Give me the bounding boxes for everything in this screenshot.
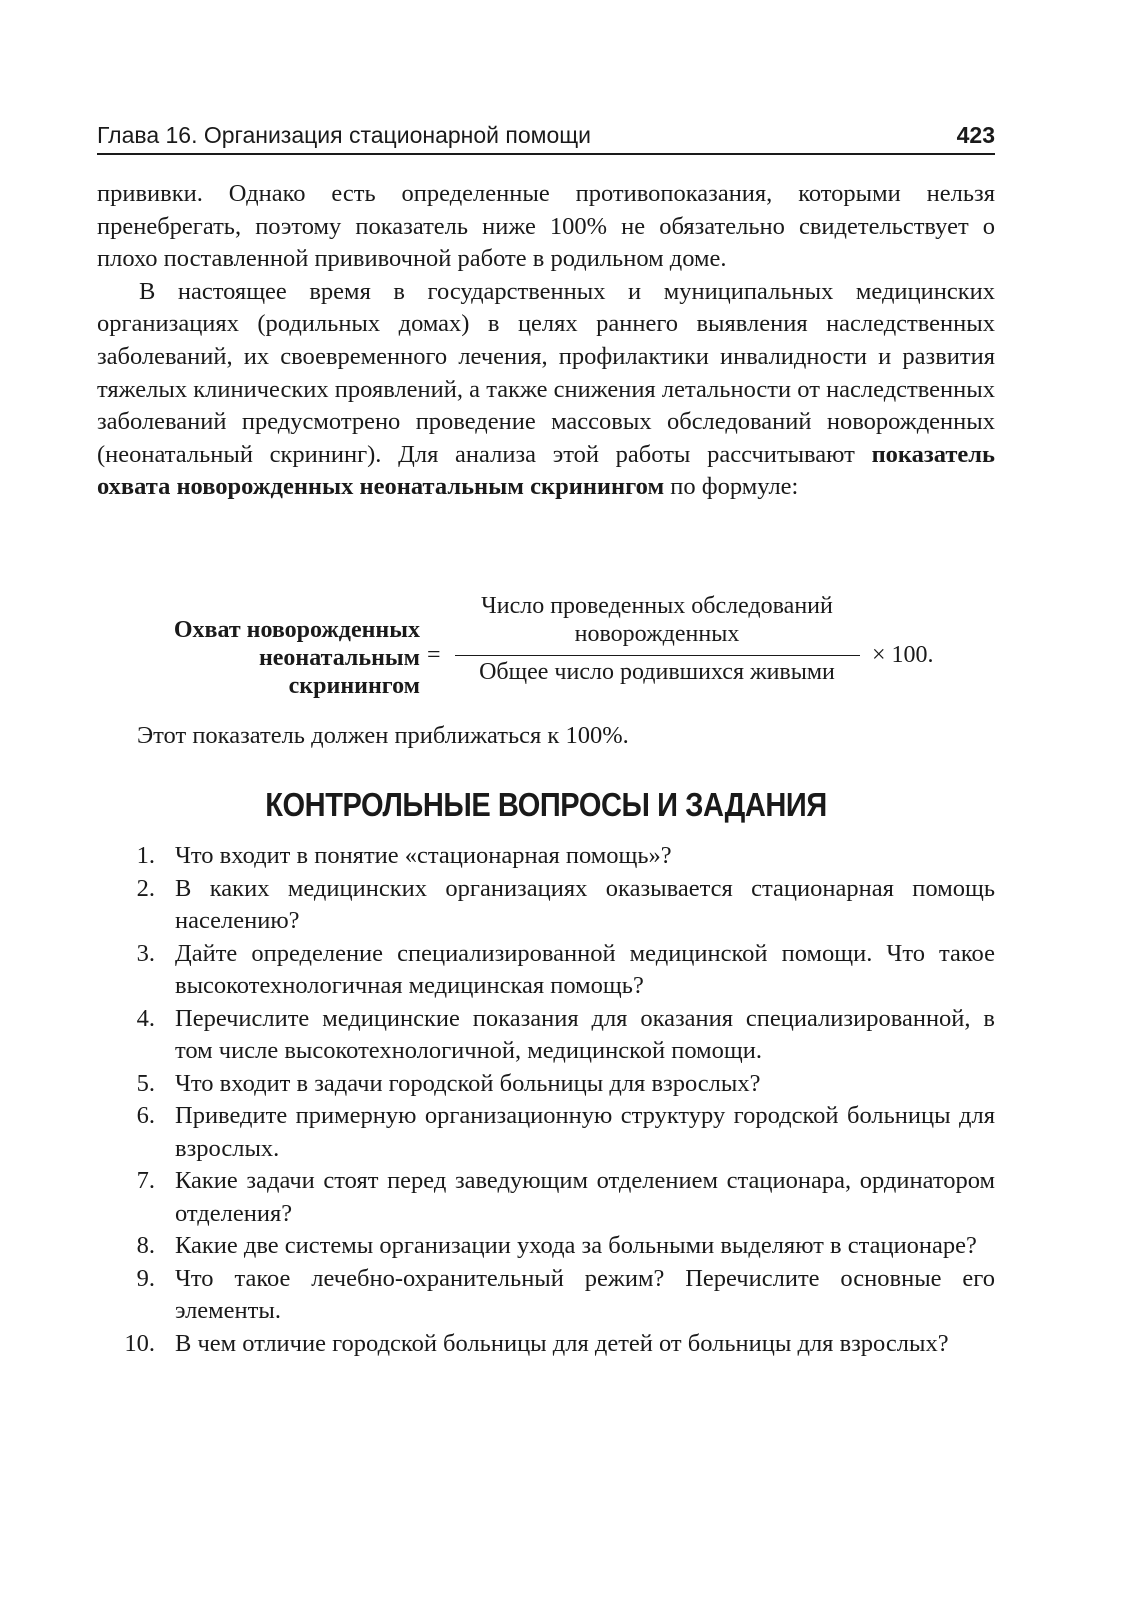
question-text: В каких медицинских организациях оказывается стационарная помощь населению? (175, 874, 995, 934)
question-number: 6. (136, 1102, 155, 1129)
question-number: 8. (136, 1232, 155, 1259)
question-number: 3. (136, 939, 155, 967)
question-item (97, 1230, 995, 1263)
question-text: В чем отличие городской больницы для детей от больницы для взрослых? (175, 1329, 949, 1357)
question-text: Дайте определение специализированной медицинской помощи. Что такое высокотехнологичная медицинская помощь? (175, 939, 995, 999)
question-text: Перечислите медицинские показания для оказания специализированной, в том числе высокотехнологичной, медицинской помощи. (175, 1004, 995, 1064)
running-header (97, 121, 995, 155)
question-item (97, 1100, 995, 1165)
paragraph-2-bold-term: показатель охвата новорожденных неонатальным скринингом (97, 440, 995, 501)
paragraph-2 (97, 276, 995, 504)
question-number: 9. (136, 1264, 155, 1292)
section-title: КОНТРОЛЬНЫЕ ВОПРОСЫ И ЗАДАНИЯ (265, 786, 827, 823)
chapter-title: Глава 16. Организация стационарной помощи (97, 122, 592, 148)
question-item (97, 1068, 995, 1101)
question-item (97, 1165, 995, 1230)
question-number: 5. (136, 1069, 155, 1097)
formula-denominator: Общее число родившихся живыми (479, 659, 835, 685)
question-text: Что входит в задачи городской больницы для взрослых? (175, 1069, 761, 1097)
body-text (97, 178, 995, 504)
formula-lhs (150, 616, 420, 700)
fraction-bar (455, 655, 860, 656)
paragraph-2-text: В настоящее время в государственных и муниципальных медицинских организациях (родильных домах) в целях раннего выявления наследственных заболеваний, их своевременного лечения, профилактики инвалидности и развития тяжелых клинических проявлений, а также снижения летальности от наследственных заболеваний предусмотрено проведение массовых обследований новорожденных (неонатальный скрининг). Для анализа этой работы рассчитывают (97, 277, 995, 468)
indicator-note: Этот показатель должен приближаться к 100%. (137, 722, 629, 749)
question-number: 4. (136, 1004, 155, 1032)
page-number: 423 (956, 122, 995, 148)
question-item (97, 1328, 995, 1361)
question-text: Приведите примерную организационную структуру городской больницы для взрослых. (175, 1102, 995, 1162)
question-text: Какие две системы организации ухода за больными выделяют в стационаре? (175, 1232, 977, 1259)
question-item (97, 873, 995, 938)
question-text: Что входит в понятие «стационарная помощь»? (175, 842, 672, 869)
paragraph-2-tail: по формуле: (664, 473, 799, 501)
formula-lhs-line-3: скринингом (288, 673, 420, 699)
formula-numerator-line-1: Число проведенных обследований (481, 593, 833, 619)
question-number: 10. (124, 1329, 155, 1357)
question-number: 2. (136, 874, 155, 902)
formula-numerator-line-2: новорожденных (574, 621, 740, 647)
question-item (97, 1003, 995, 1068)
formula-equals-sign: = (427, 642, 441, 668)
question-item (97, 840, 995, 873)
question-text: Что такое лечебно-охранительный режим? Перечислите основные его элементы. (175, 1264, 995, 1324)
coverage-formula (150, 592, 970, 702)
formula-numerator (452, 592, 862, 648)
formula-multiplier: × 100. (872, 642, 934, 668)
paragraph-1: прививки. Однако есть определенные противопоказания, которыми нельзя пренебрегать, поэтому показатель ниже 100% не обязательно свидетельствует о плохо поставленной прививочной работе в родильном доме. (97, 180, 995, 273)
formula-lhs-line-2: неонатальным (258, 645, 420, 671)
questions-list (97, 840, 995, 1360)
question-item (97, 938, 995, 1003)
question-item (97, 1263, 995, 1328)
formula-lhs-line-1: Охват новорожденных (173, 617, 420, 643)
question-text: Какие задачи стоят перед заведующим отделением стационара, ординатором отделения? (175, 1167, 995, 1227)
question-number: 1. (136, 842, 155, 869)
question-number: 7. (136, 1167, 155, 1194)
